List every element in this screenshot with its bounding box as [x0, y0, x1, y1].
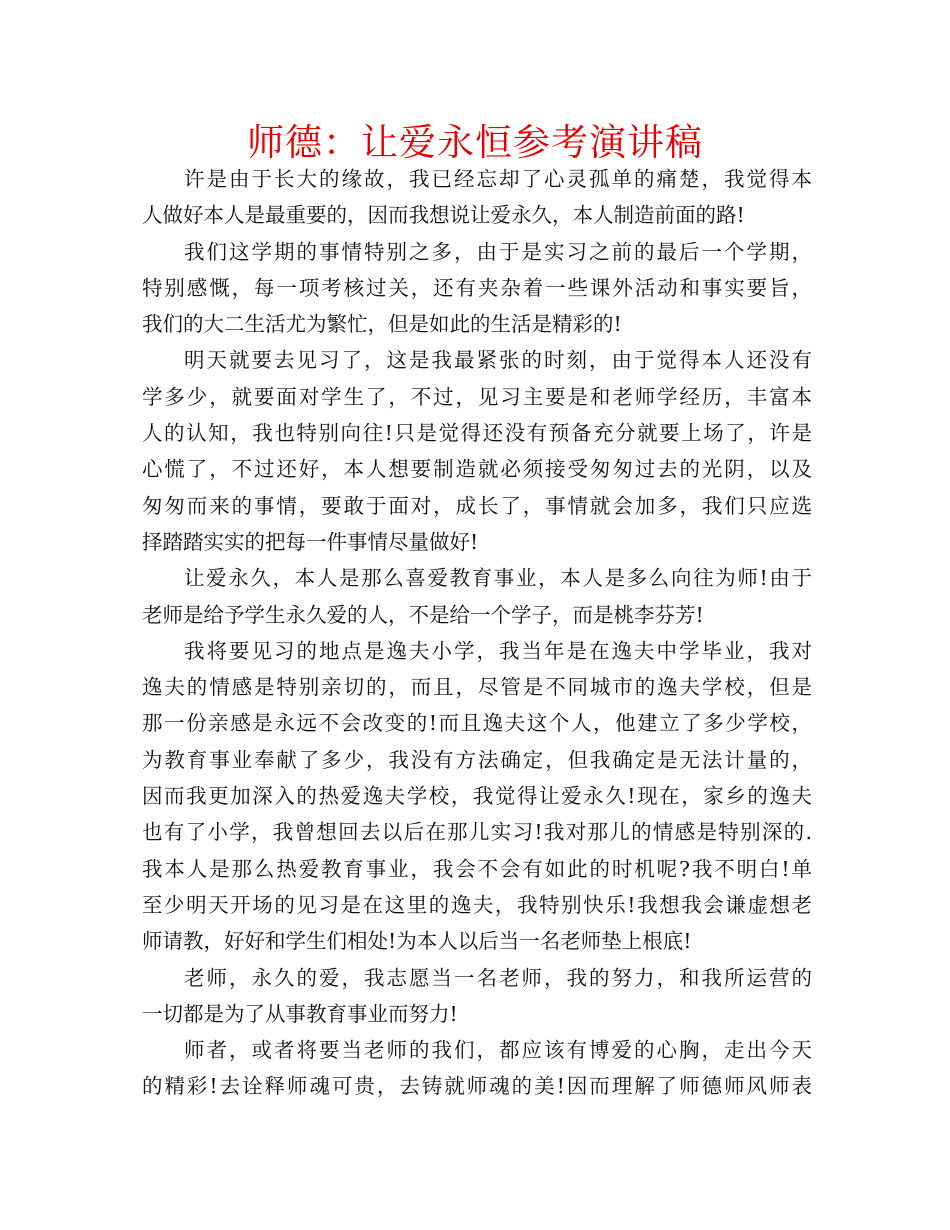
text-line: 我将要见习的地点是逸夫小学，我当年是在逸夫中学毕业，我对 [184, 638, 812, 663]
text-line: 也有了小学，我曾想回去以后在那儿实习!我对那儿的情感是特别深的. [142, 820, 812, 845]
text-line: 师请教，好好和学生们相处!为本人以后当一名老师垫上根底! [142, 929, 692, 954]
text-line: 的精彩!去诠释师魂可贵，去铸就师魂的美!因而理解了师德师风师表 [142, 1074, 812, 1099]
text-line: 择踏踏实实的把每一件事情尽量做好! [142, 529, 479, 554]
text-line: 那一份亲感是永远不会改变的!而且逸夫这个人，他建立了多少学校， [142, 711, 812, 736]
text-line: 我们这学期的事情特别之多，由于是实习之前的最后一个学期， [184, 239, 812, 264]
text-line: 因而我更加深入的热爱逸夫学校，我觉得让爱永久!现在，家乡的逸夫 [142, 784, 812, 809]
text-line: 让爱永久，本人是那么喜爱教育事业，本人是多么向往为师!由于 [184, 566, 812, 591]
text-line: 心慌了，不过还好，本人想要制造就必须接受匆匆过去的光阴，以及 [142, 457, 812, 482]
text-line: 我本人是那么热爱教育事业，我会不会有如此的时机呢?我不明白!单 [142, 856, 812, 881]
text-line: 人做好本人是最重要的，因而我想说让爱永久，本人制造前面的路! [142, 203, 745, 228]
text-line: 人的认知，我也特别向往!只是觉得还没有预备充分就要上场了，许是 [142, 421, 812, 446]
text-line: 老师，永久的爱，我志愿当一名老师，我的努力，和我所运营的 [184, 965, 812, 990]
text-line: 特别感慨，每一项考核过关，还有夹杂着一些课外活动和事实要旨， [142, 275, 812, 300]
text-line: 逸夫的情感是特别亲切的，而且，尽管是不同城市的逸夫学校，但是 [142, 675, 812, 700]
text-line: 至少明天开场的见习是在这里的逸夫，我特别快乐!我想我会谦虚想老 [142, 892, 812, 917]
text-line: 我们的大二生活尤为繁忙，但是如此的生活是精彩的! [142, 312, 622, 337]
text-line: 一切都是为了从事教育事业而努力! [142, 1001, 458, 1026]
text-line: 师者，或者将要当老师的我们，都应该有博爱的心胸，走出今天 [184, 1038, 812, 1063]
document-body [142, 161, 812, 1105]
text-line: 老师是给予学生永久爱的人，不是给一个学子，而是桃李芬芳! [142, 602, 704, 627]
text-line: 许是由于长大的缘故，我已经忘却了心灵孤单的痛楚，我觉得本 [184, 167, 812, 191]
document-title: 师德：让爱永恒参考演讲稿 [247, 121, 703, 164]
text-line: 匆匆而来的事情，要敢于面对，成长了，事情就会加多，我们只应选 [142, 493, 812, 518]
text-line: 学多少，就要面对学生了，不过，见习主要是和老师学经历，丰富本 [142, 384, 812, 409]
text-line: 为教育事业奉献了多少，我没有方法确定，但我确定是无法计量的， [142, 747, 812, 772]
text-line: 明天就要去见习了，这是我最紧张的时刻，由于觉得本人还没有 [184, 348, 812, 373]
